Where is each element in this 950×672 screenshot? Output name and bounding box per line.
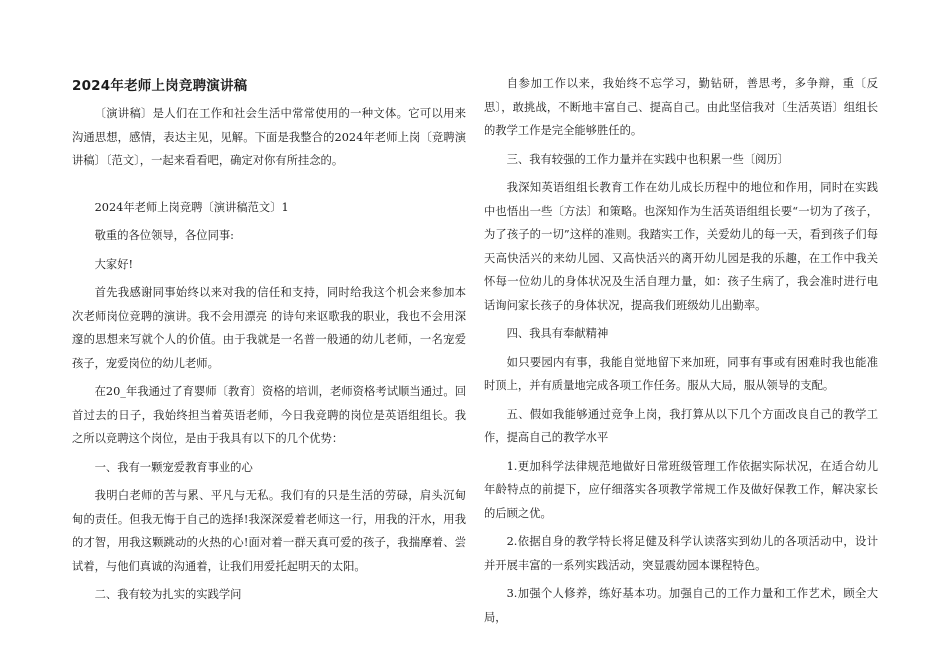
- greeting-line: 敬重的各位领导，各位同事:: [94, 229, 234, 242]
- section-heading: 三、我有较强的工作力量并在实践中也积累一些〔阅历〕: [506, 152, 790, 166]
- body-paragraph: 我明白老师的苦与累、平凡与无私。我们有的只是生活的劳碌，肩头沉甸甸的责任。但我无悔于自己的选择!我深深爱着老师这一行，用我的汗水，用我的才智，用我这颗跳动的火热的心!面对着一群天真可爱的孩子，我揣摩着、尝试着，与他们真诚的沟通着，让我们用爱托起明天的太阳。: [72, 489, 466, 573]
- list-item: 1.更加科学法律规范地做好日常班级管理工作依据实际状况，在适合幼儿年龄特点的前提下，应仔细落实各项教学常规工作及做好保教工作，解决家长的后顾之优。: [484, 459, 878, 520]
- body-paragraph: 自参加工作以来，我始终不忘学习，勤钻研，善思考，多争辩，重〔反思〕，敢挑战，不断地丰富自己、提高自己。由此坚信我对〔生活英语〕组组长的教学工作是完全能够胜任的。: [484, 77, 878, 137]
- left-column: [72, 76, 466, 612]
- section-heading: 四、我具有奉献精神: [506, 327, 609, 340]
- body-paragraph: 如只要园内有事，我能自觉地留下来加班，同事有事或有困难时我也能准时顶上，并有质量地完成各项工作任务。服从大局，服从领导的支配。: [484, 355, 878, 392]
- section-heading: 一、我有一颗宠爱教育事业的心: [94, 460, 253, 474]
- section-heading: 二、我有较为扎实的实践学问: [94, 588, 242, 601]
- list-item: 3.加强个人修养，练好基本功。加强自己的工作力量和工作艺术，顾全大局，: [484, 587, 878, 624]
- section-spacer: [72, 178, 466, 196]
- section-heading: 五、假如我能够通过竞争上岗，我打算从以下几个方面改良自己的教学工作，提高自己的教学水平: [484, 407, 878, 444]
- list-item: 2.依据自身的教学特长将足健及科学认读落实到幼儿的各项活动中，设计并开展丰富的一系列实践活动，突显震幼园本课程特色。: [484, 535, 878, 572]
- hello-line: 大家好!: [94, 257, 134, 271]
- body-paragraph: 首先我感谢同事始终以来对我的信任和支持，同时给我这个机会来参加本次老师岗位竞聘的演讲。我不会用漂亮 的诗句来讴歌我的职业，我也不会用深邃的思想来写就个人的价值。由于我就是一名普一般通的幼儿老师，一名宠爱孩子，宠爱岗位的幼儿老师。: [72, 286, 466, 370]
- body-paragraph: 我深知英语组组长教育工作在幼儿成长历程中的地位和作用，同时在实践中也悟出一些〔方法〕和策略。也深知作为生活英语组组长要“一切为了孩子，为了孩子的一切”这样的准则。我踏实工作，关爱幼儿的每一天，看到孩子们每天高快活兴的来幼儿园、又高快活兴的离开幼儿园是我的乐趣，在工作中我关怀每一位幼儿的身体状况及生活自理力量，如：孩子生病了，我会准时进行电话询问家长孩子的身体状况，提高我们班级幼儿出勤率。: [484, 181, 878, 312]
- speech-subtitle: 2024年老师上岗竞聘〔演讲稿范文〕1: [94, 200, 289, 214]
- intro-paragraph: 〔演讲稿〕是人们在工作和社会生活中常常使用的一种文体。它可以用来沟通思想，感情，表达主见，见解。下面是我整合的2024年老师上岗〔竞聘演讲稿〕〔范文〕，一起来看看吧，确定对你有所挂念的。: [72, 107, 466, 167]
- document-title: 2024年老师上岗竞聘演讲稿: [72, 78, 248, 94]
- right-column: [484, 72, 878, 634]
- body-paragraph: 在20_年我通过了育婴师〔教育〕资格的培训，老师资格考试顺当通过。回首过去的日子，我始终担当着英语老师，今日我竞聘的岗位是英语组组长。我之所以竞聘这个岗位，是由于我具有以下的几个优势：: [72, 385, 466, 445]
